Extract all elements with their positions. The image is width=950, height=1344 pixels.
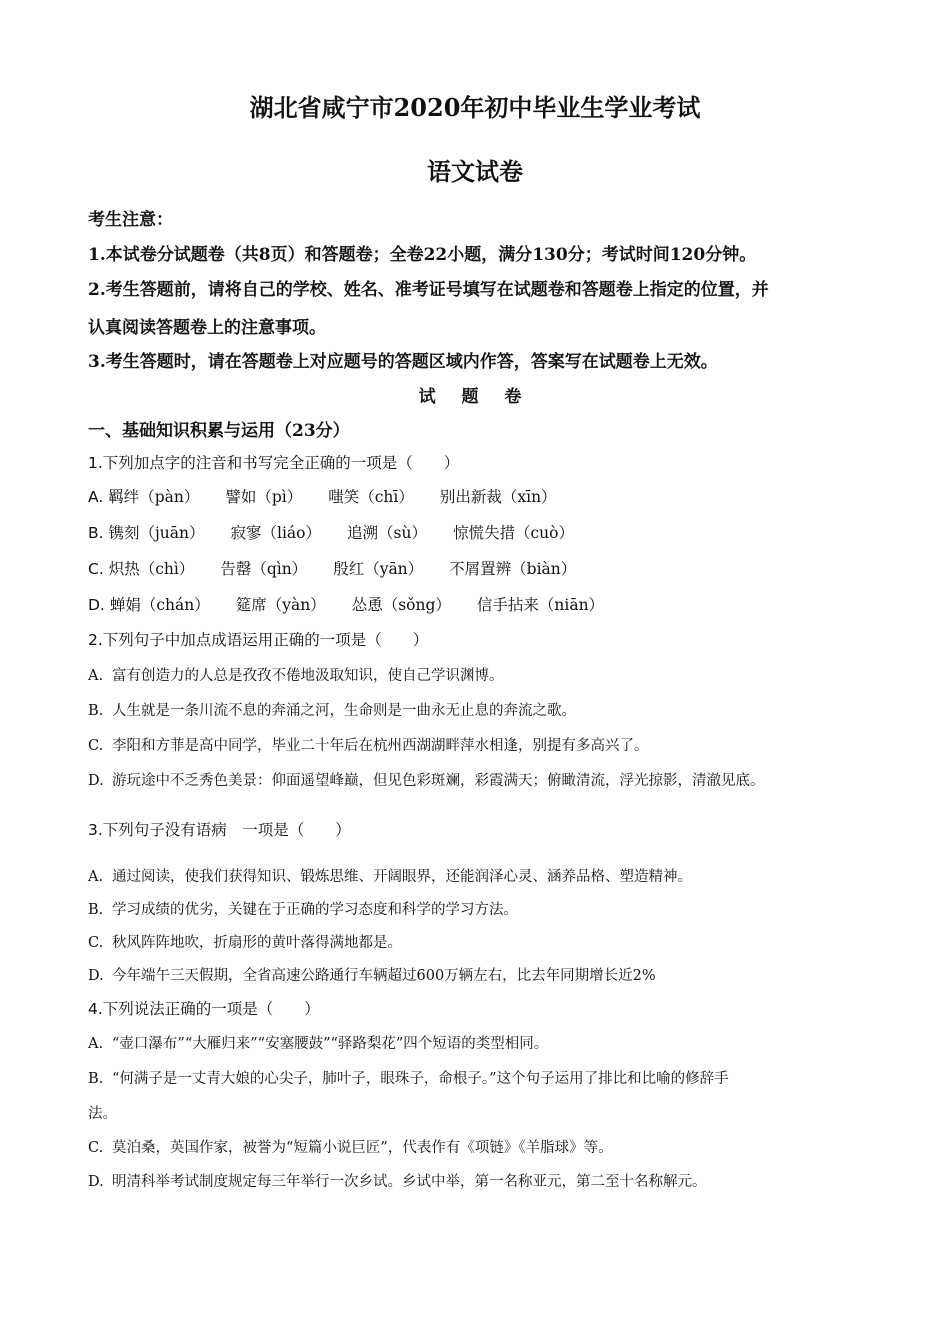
q2-option-a <box>88 664 504 685</box>
option-label: D. <box>88 968 104 984</box>
q4-option-b <box>88 1067 729 1088</box>
paper-label: 试 题 卷 <box>418 387 532 407</box>
option-word: 蝉娟（chán） <box>109 596 210 614</box>
question-2 <box>88 628 428 650</box>
option-word: 炽热（chì） <box>108 560 195 578</box>
option-label: C. <box>88 560 104 578</box>
notice-heading: 考生注意： <box>88 210 173 230</box>
option-label: A. <box>88 869 104 885</box>
q4-option-a <box>88 1032 548 1053</box>
option-word: 不屑置辨（biàn） <box>449 560 577 578</box>
option-word: 怂恿（sǒng） <box>351 596 451 614</box>
question-stem: 下列句子没有语病 一项是（ ） <box>102 821 351 839</box>
option-word: 羁绊（pàn） <box>108 488 200 506</box>
question-1 <box>88 451 459 473</box>
option-word: 殷红（yān） <box>333 560 424 578</box>
option-word: 惊慌失措（cuò） <box>452 524 574 542</box>
option-text: 明清科举考试制度规定每三年举行一次乡试。乡试中举，第一名称亚元，第二至十名称解元。 <box>112 1174 707 1190</box>
option-label: C. <box>88 738 104 754</box>
option-label: D. <box>88 1174 104 1190</box>
q3-option-c <box>88 931 402 952</box>
option-word: 筵席（yàn） <box>235 596 326 614</box>
question-number: 2. <box>88 631 103 649</box>
q3-option-a <box>88 865 692 886</box>
exam-subtitle: 语文试卷 <box>427 157 523 186</box>
notice-item-2: 2.考生答题前，请将自己的学校、姓名、准考证号填写在试题卷和答题卷上指定的位置，并 <box>88 280 769 300</box>
option-label: A. <box>88 1036 104 1052</box>
q4-option-c <box>88 1136 613 1157</box>
question-stem: 下列句子中加点成语运用正确的一项是（ ） <box>102 631 429 649</box>
option-text: 秋风阵阵地吹，折扇形的黄叶落得满地都是。 <box>112 935 402 951</box>
option-label: B. <box>88 902 104 918</box>
q1-option-a <box>88 485 583 507</box>
option-label: C. <box>88 935 104 951</box>
q1-option-c <box>88 557 602 579</box>
option-word: 告罄（qìn） <box>220 560 308 578</box>
option-text: 人生就是一条川流不息的奔涌之河，生命则是一曲永无止息的奔流之歌。 <box>112 703 576 719</box>
option-label: D. <box>88 773 104 789</box>
question-number: 4. <box>88 1000 103 1018</box>
question-stem: 下列说法正确的一项是（ ） <box>102 1000 320 1018</box>
option-word: 镌刻（juān） <box>108 524 205 542</box>
q2-option-d <box>88 769 765 790</box>
option-label: B. <box>88 703 104 719</box>
option-word: 嗤笑（chī） <box>328 488 414 506</box>
question-number: 1. <box>88 454 103 472</box>
q1-option-b <box>88 521 600 543</box>
q2-option-b <box>88 699 576 720</box>
option-text: 游玩途中不乏秀色美景：仰面遥望峰巅，但见色彩斑斓，彩霞满天；俯瞰清流，浮光掠影，清澈见底。 <box>112 773 765 789</box>
option-label: C. <box>88 1140 104 1156</box>
option-text: 李阳和方菲是高中同学，毕业二十年后在杭州西湖湖畔萍水相逢，别提有多高兴了。 <box>112 738 649 754</box>
option-label: B. <box>88 524 104 542</box>
option-text: 莫泊桑，英国作家，被誉为“短篇小说巨匠”，代表作有《项链》《羊脂球》等。 <box>112 1140 613 1156</box>
question-stem: 下列加点字的注音和书写完全正确的一项是（ ） <box>102 454 460 472</box>
option-label: A. <box>88 488 104 506</box>
option-label: A. <box>88 668 104 684</box>
option-text: 今年端午三天假期，全省高速公路通行车辆超过600万辆左右，比去年同期增长近2% <box>112 968 656 984</box>
question-4 <box>88 997 320 1019</box>
option-text: 学习成绩的优劣，关键在于正确的学习态度和科学的学习方法。 <box>112 902 518 918</box>
option-word: 信手拈来（niān） <box>476 596 605 614</box>
option-word: 别出新裁（xīn） <box>439 488 557 506</box>
question-3 <box>88 818 351 840</box>
notice-item-1: 1.本试卷分试题卷（共8页）和答题卷；全卷22小题，满分130分；考试时间120分钟。 <box>88 245 757 265</box>
option-label: D. <box>88 596 105 614</box>
option-label: B. <box>88 1071 104 1087</box>
notice-item-3: 3.考生答题时，请在答题卷上对应题号的答题区域内作答，答案写在试题卷上无效。 <box>88 352 718 372</box>
section-heading-1: 一、基础知识积累与运用（23分） <box>88 421 350 441</box>
option-word: 追溯（sù） <box>347 524 427 542</box>
q4-option-b-cont <box>88 1102 117 1123</box>
option-text: 通过阅读，使我们获得知识、锻炼思维、开阔眼界，还能润泽心灵、涵养品格、塑造精神。 <box>112 869 692 885</box>
q1-option-d <box>88 593 630 615</box>
option-text: 富有创造力的人总是孜孜不倦地汲取知识，使自己学识渊博。 <box>112 668 504 684</box>
exam-title: 湖北省咸宁市2020年初中毕业生学业考试 <box>249 93 701 122</box>
q2-option-c <box>88 734 649 755</box>
q3-option-b <box>88 898 518 919</box>
option-word: 寂寥（liáo） <box>230 524 322 542</box>
q4-option-d <box>88 1170 707 1191</box>
q3-option-d <box>88 964 656 985</box>
option-text: “壶口瀑布”“大雁归来”“安塞腰鼓”“驿路梨花”四个短语的类型相同。 <box>112 1036 549 1052</box>
option-word: 譬如（pì） <box>225 488 303 506</box>
question-number: 3. <box>88 821 103 839</box>
option-text: 法。 <box>88 1106 117 1122</box>
notice-item-2-cont: 认真阅读答题卷上的注意事项。 <box>88 318 326 338</box>
option-text: “何满子是一丈青大娘的心尖子，肺叶子，眼珠子，命根子。”这个句子运用了排比和比喻的修辞手 <box>112 1071 729 1087</box>
